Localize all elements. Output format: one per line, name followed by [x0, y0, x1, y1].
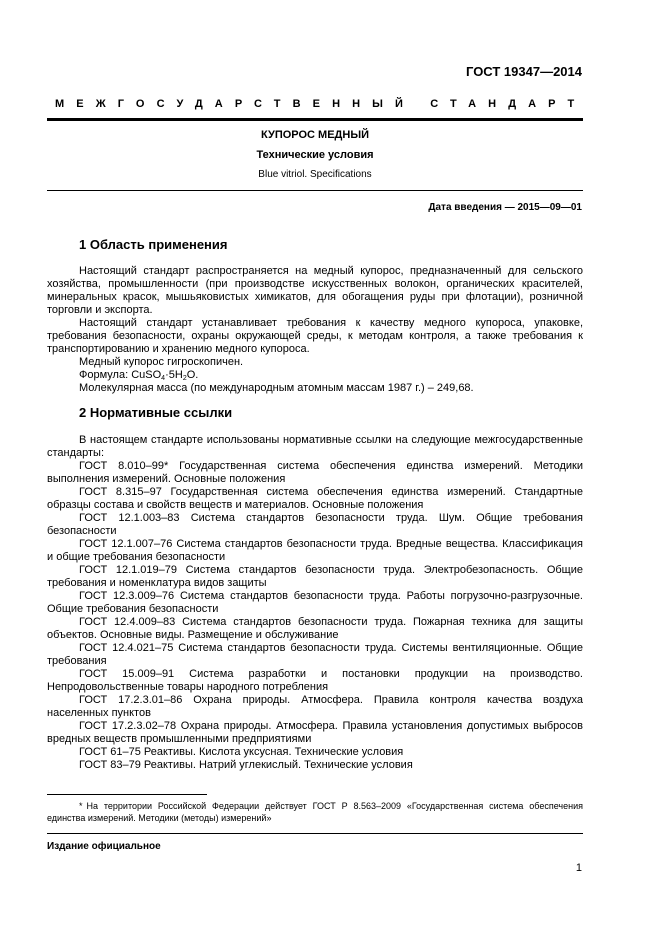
section-1-body	[47, 265, 583, 395]
footnote-rule	[47, 794, 207, 795]
reference-item: ГОСТ 12.4.021–75 Система стандартов безопасности труда. Системы вентиляционные. Общие требования	[47, 642, 583, 667]
document-number: ГОСТ 19347—2014	[466, 64, 582, 79]
title-rule	[47, 190, 583, 191]
footnote-text	[47, 800, 583, 824]
reference-item: ГОСТ 12.3.009–76 Система стандартов безопасности труда. Работы погрузочно-разгрузочные. Общие требования безопасности	[47, 590, 583, 615]
introduction-date: Дата введения — 2015—09—01	[428, 202, 582, 213]
paragraph: В настоящем стандарте использованы нормативные ссылки на следующие межгосударственные стандарты:	[47, 434, 583, 459]
paragraph: Настоящий стандарт распространяется на медный купорос, предназначенный для сельского хозяйства, промышленности (при производстве искусственных волокон, органических красителей, минеральных красок, мышьяковистых химикатов, для обогащения руды при флотации), розничной торговли и экспорта.	[47, 265, 583, 316]
section-2-body	[47, 434, 583, 772]
formula-part: ·5H	[165, 369, 183, 381]
reference-item: ГОСТ 12.1.003–83 Система стандартов безопасности труда. Шум. Общие требования безопасности	[47, 512, 583, 537]
formula-part: CuSO	[131, 369, 162, 381]
edition-rule	[47, 833, 583, 834]
reference-item: ГОСТ 12.1.007–76 Система стандартов безопасности труда. Вредные вещества. Классификация и общие требования безопасности	[47, 538, 583, 563]
reference-item: ГОСТ 8.315–97 Государственная система обеспечения единства измерений. Стандартные образцы состава и свойств веществ и материалов. Основные положения	[47, 486, 583, 511]
reference-item: ГОСТ 15.009–91 Система разработки и постановки продукции на производство. Непродовольственные товары народного потребления	[47, 668, 583, 693]
header-rule	[47, 118, 583, 121]
document-subtitle: Технические условия	[256, 149, 374, 161]
footnote	[47, 800, 583, 824]
reference-item: ГОСТ 8.010–99* Государственная система обеспечения единства измерений. Методики выполнения измерений. Основные положения	[47, 460, 583, 485]
document-title: КУПОРОС МЕДНЫЙ	[261, 129, 369, 141]
footnote-marker: *	[79, 801, 83, 811]
paragraph: Настоящий стандарт устанавливает требования к качеству медного купороса, упаковке, требования безопасности, охраны окружающей среды, к методам контроля, а также требования к транспортированию и хранению медного купороса.	[47, 317, 583, 355]
reference-item: ГОСТ 17.2.3.02–78 Охрана природы. Атмосфера. Правила установления допустимых выбросов вредных веществ промышленными предприятиями	[47, 720, 583, 745]
document-title-english: Blue vitriol. Specifications	[258, 169, 372, 180]
formula-label: Формула:	[79, 369, 132, 381]
standard-type-banner: МЕЖГОСУДАРСТВЕННЫЙ СТАНДАРТ	[55, 98, 587, 110]
formula-subscript: 2	[182, 375, 187, 382]
reference-item: ГОСТ 17.2.3.01–86 Охрана природы. Атмосфера. Правила контроля качества воздуха населенных пунктов	[47, 694, 583, 719]
reference-item: ГОСТ 12.4.009–83 Система стандартов безопасности труда. Пожарная техника для защиты объектов. Основные виды. Размещение и обслуживание	[47, 616, 583, 641]
reference-item: ГОСТ 12.1.019–79 Система стандартов безопасности труда. Электробезопасность. Общие требования и номенклатура видов защиты	[47, 564, 583, 589]
paragraph: Молекулярная масса (по международным атомным массам 1987 г.) – 249,68.	[79, 382, 474, 394]
section-1-heading: 1 Область применения	[79, 237, 228, 252]
section-2-heading: 2 Нормативные ссылки	[79, 405, 233, 420]
formula-subscript: 4	[161, 375, 166, 382]
reference-item: ГОСТ 83–79 Реактивы. Натрий углекислый. Технические условия	[79, 759, 413, 771]
chemical-formula	[47, 369, 583, 382]
reference-item: ГОСТ 61–75 Реактивы. Кислота уксусная. Технические условия	[79, 746, 404, 758]
footnote-body: На территории Российской Федерации действует ГОСТ Р 8.563–2009 «Государственная система обеспечения единства измерений. Методики (методы) измерений»	[47, 801, 583, 823]
formula-part: O.	[186, 369, 199, 381]
paragraph: Медный купорос гигроскопичен.	[79, 356, 244, 368]
edition-label: Издание официальное	[47, 841, 161, 852]
page-number: 1	[575, 862, 582, 874]
